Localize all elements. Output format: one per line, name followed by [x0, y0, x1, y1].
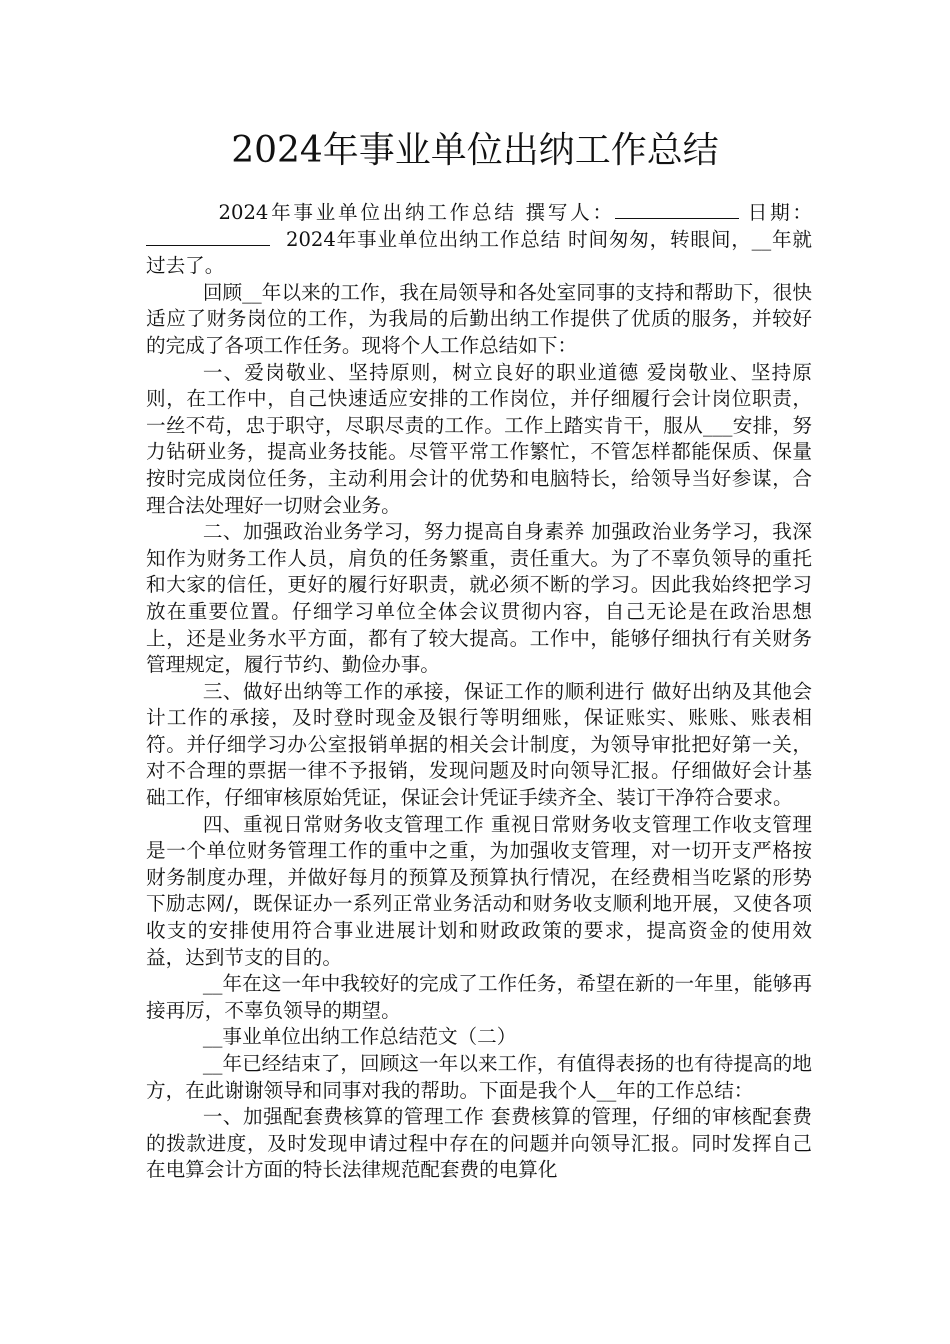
- lead-text: 2024年事业单位出纳工作总结 时间匆匆，转眼间，__年就过去了。: [146, 227, 812, 278]
- paragraph: __年在这一年中我较好的完成了工作任务，希望在新的一年里，能够再接再厉，不辜负领导的期望。: [146, 972, 812, 1022]
- section-heading: __事业单位出纳工作总结范文（二）: [202, 1025, 517, 1049]
- date-label: 日期：: [747, 201, 812, 224]
- header-paragraph: [146, 200, 812, 280]
- author-label: 撰写人：: [525, 201, 615, 224]
- paragraph: __年已经结束了，回顾这一年以来工作，有值得表扬的也有待提高的地方，在此谢谢领导和同事对我的帮助。下面是我个人__年的工作总结：: [146, 1052, 812, 1102]
- paragraph: 一、加强配套费核算的管理工作 套费核算的管理，仔细的审核配套费的拨款进度，及时发现申请过程中存在的问题并向领导汇报。同时发挥自己在电算会计方面的特长法律规范配套费的电算化: [146, 1105, 812, 1182]
- paragraph: 一、爱岗敬业、坚持原则，树立良好的职业道德 爱岗敬业、坚持原则，在工作中，自己快速适应安排的工作岗位，并仔细履行会计岗位职责，一丝不苟，忠于职守，尽职尽责的工作。工作上踏实肯干，服从___安排，努力钻研业务，提高业务技能。尽管平常工作繁忙，不管怎样都能保质、保量按时完成岗位任务，主动利用会计的优势和电脑特长，给领导当好参谋，合理合法处理好一切财会业务。: [146, 360, 812, 517]
- paragraph: 四、重视日常财务收支管理工作 重视日常财务收支管理工作收支管理是一个单位财务管理工作的重中之重，为加强收支管理，对一切开支严格按财务制度办理，并做好每月的预算及预算执行情况，在经费相当吃紧的形势下励志网/，既保证办一系列正常业务活动和财务收支顺利地开展，又使各项收支的安排使用符合事业进展计划和财政政策的要求，提高资金的使用效益，达到节支的目的。: [146, 812, 812, 969]
- date-blank: [146, 227, 270, 246]
- paragraph: 回顾__年以来的工作，我在局领导和各处室同事的支持和帮助下，很快适应了财务岗位的工作，为我局的后勤出纳工作提供了优质的服务，并较好的完成了各项工作任务。现将个人工作总结如下：: [146, 280, 812, 357]
- author-blank: [615, 200, 739, 219]
- header-title-repeat: 2024年事业单位出纳工作总结: [218, 201, 517, 224]
- document-body: [146, 200, 812, 1184]
- paragraph: 二、加强政治业务学习，努力提高自身素养 加强政治业务学习，我深知作为财务工作人员，肩负的任务繁重，责任重大。为了不辜负领导的重托和大家的信任，更好的履行好职责，就必须不断的学习。因此我始终把学习放在重要位置。仔细学习单位全体会议贯彻内容，自己无论是在政治思想上，还是业务水平方面，都有了较大提高。工作中，能够仔细执行有关财务管理规定，履行节约、勤俭办事。: [146, 520, 812, 677]
- document-title: 2024年事业单位出纳工作总结: [231, 130, 719, 171]
- paragraph: 三、做好出纳等工作的承接，保证工作的顺利进行 做好出纳及其他会计工作的承接，及时登时现金及银行等明细账，保证账实、账账、账表相符。并仔细学习办公室报销单据的相关会计制度，为领导审批把好第一关，对不合理的票据一律不予报销，发现问题及时向领导汇报。仔细做好会计基础工作，仔细审核原始凭证，保证会计凭证手续齐全、装订干净符合要求。: [146, 679, 812, 810]
